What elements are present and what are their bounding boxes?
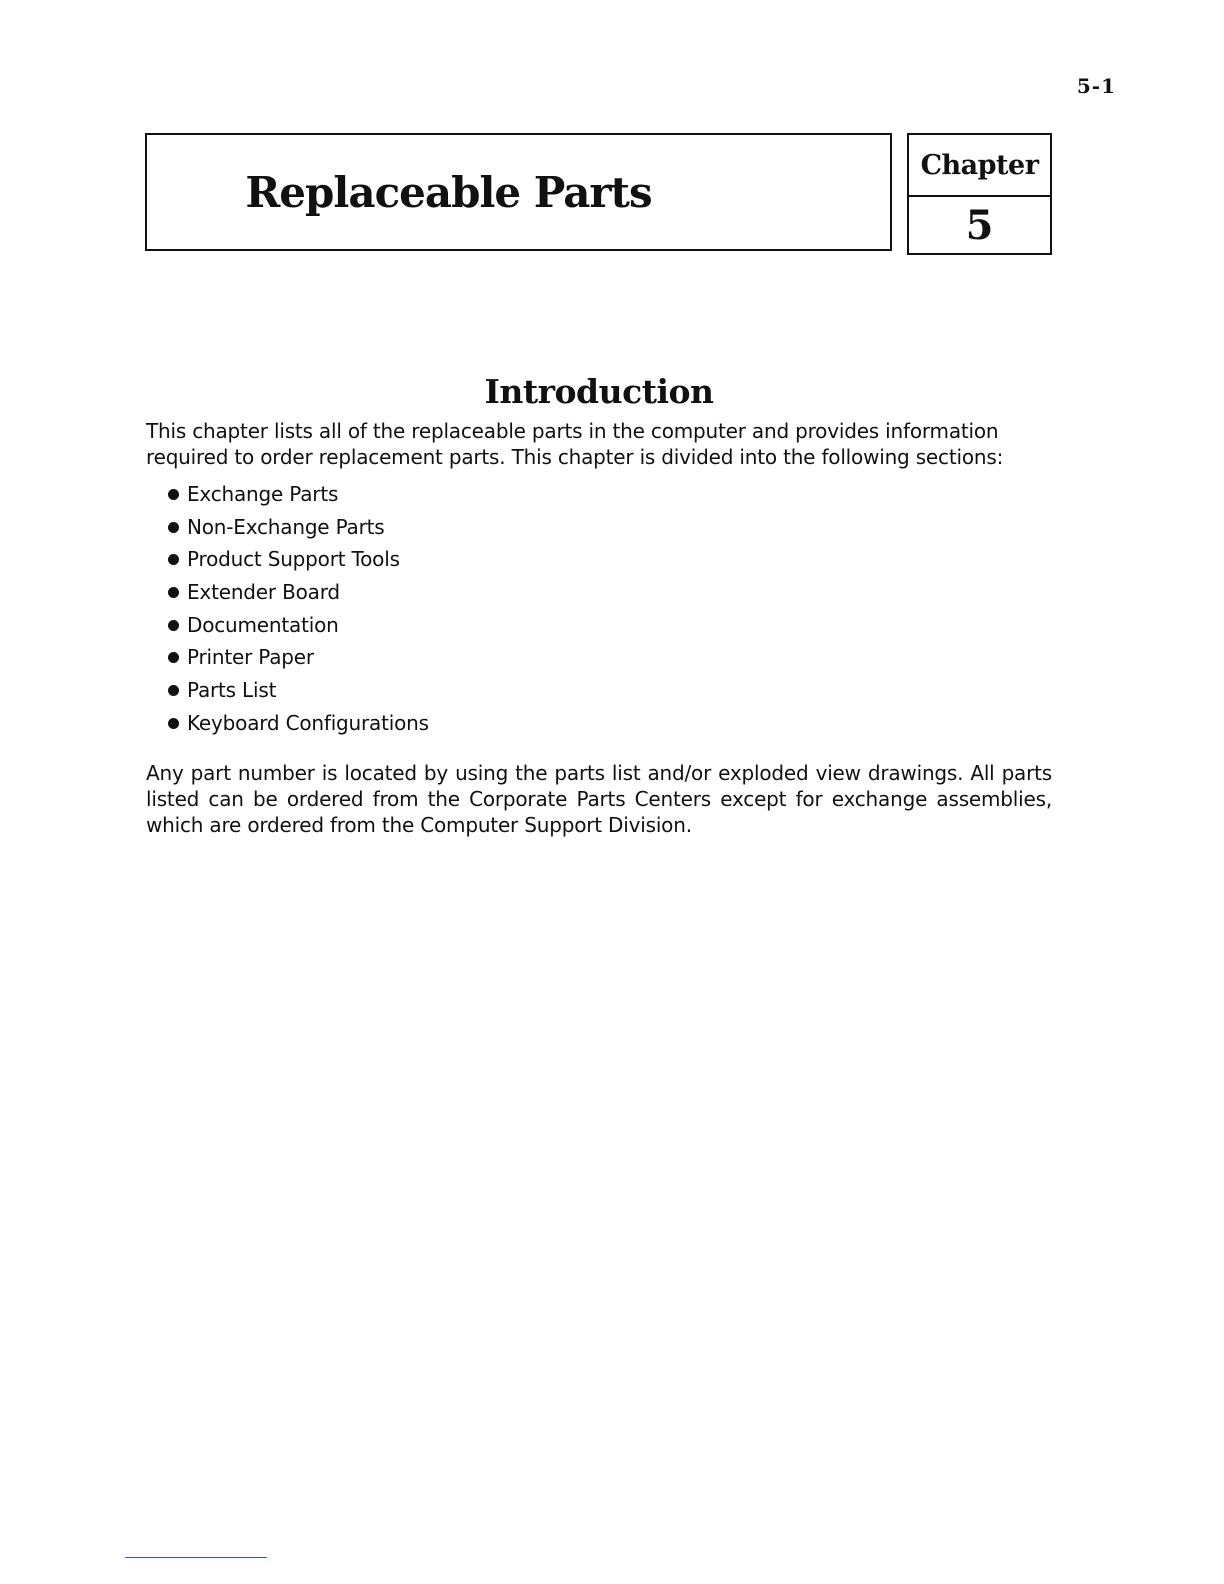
list-item [168,511,429,544]
list-item [168,543,429,576]
list-item-label: Parts List [187,678,277,703]
list-item-label: Non-Exchange Parts [187,514,385,539]
chapter-box [907,133,1052,255]
chapter-label: Chapter [909,135,1050,197]
page-number: 5-1 [1076,74,1116,98]
footer-rule [125,1557,267,1558]
list-item-label: Extender Board [187,580,340,605]
list-item [168,478,429,511]
list-item [168,576,429,609]
bullet-icon [168,685,179,696]
bullet-icon [168,620,179,631]
chapter-title: Replaceable Parts [245,167,652,217]
list-item [168,609,429,642]
bullet-icon [168,554,179,565]
list-item-label: Documentation [187,612,339,637]
list-item-label: Product Support Tools [187,547,400,572]
list-item-label: Keyboard Configurations [187,710,429,735]
list-item-label: Printer Paper [187,645,314,670]
title-box [145,133,892,251]
list-item-label: Exchange Parts [187,482,339,506]
bullet-icon [168,489,179,500]
bullet-icon [168,718,179,729]
section-list [168,478,429,740]
section-heading: Introduction [484,372,714,411]
chapter-number: 5 [965,201,994,249]
intro-paragraph: This chapter lists all of the replaceable parts in the computer and provides information required to order replacement parts. This chapter is divided into the following sections: [146,419,1004,469]
bullet-icon [168,587,179,598]
list-item [168,641,429,674]
closing-paragraph: Any part number is located by using the parts list and/or exploded view drawings. All parts listed can be ordered from the Corporate Parts Centers except for exchange assemblies, which are ordered from the Computer Support Division. [146,761,1052,837]
list-item [168,674,429,707]
bullet-icon [168,652,179,663]
bullet-icon [168,522,179,533]
list-item [168,707,429,740]
